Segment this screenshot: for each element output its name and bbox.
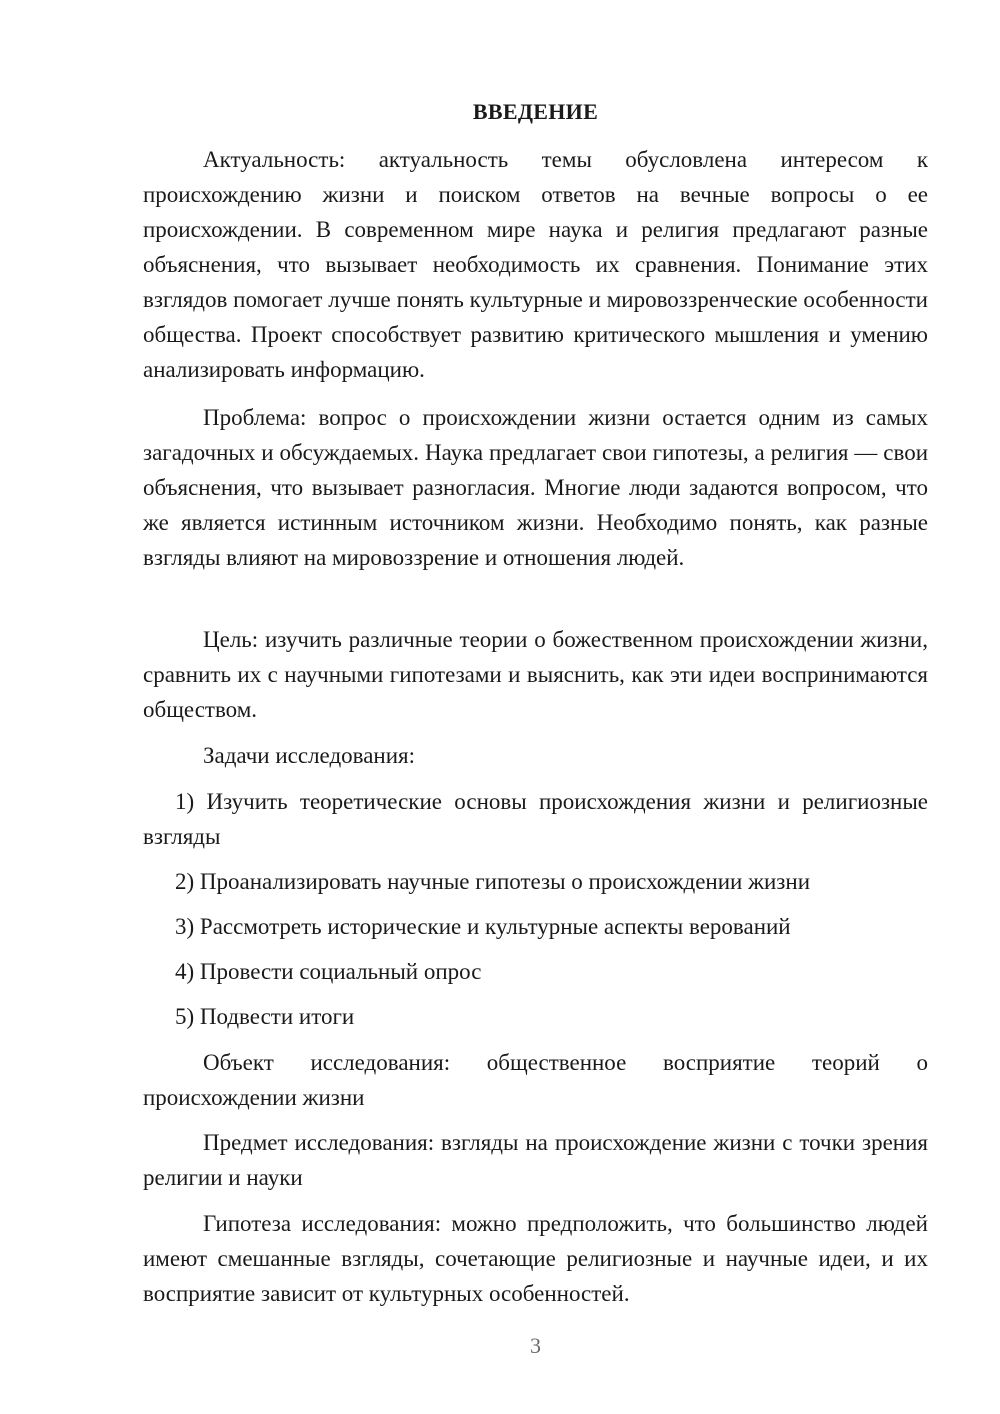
- task-item-2: 2) Проанализировать научные гипотезы о происхождении жизни: [175, 869, 811, 894]
- problem-paragraph: Проблема: вопрос о происхождении жизни остается одним из самых загадочных и обсуждаемых. Наука предлагает свои гипотезы, а религия — свои объяснения, что вызывает разногласия. Многие люди задаются вопросом, что же является истинным источником жизни. Необходимо понять, как разные взгляды влияют на мировоззрение и отношения людей.: [143, 405, 928, 570]
- task-item-4: 4) Провести социальный опрос: [175, 959, 482, 984]
- object-paragraph: Объект исследования: общественное восприятие теорий о происхождении жизни: [143, 1050, 928, 1110]
- page-number: 3: [530, 1333, 541, 1358]
- task-item-5: 5) Подвести итоги: [175, 1004, 355, 1029]
- goal-paragraph: Цель: изучить различные теории о божественном происхождении жизни, сравнить их с научными гипотезами и выяснить, как эти идеи воспринимаются обществом.: [143, 627, 928, 722]
- subject-paragraph: Предмет исследования: взгляды на происхождение жизни с точки зрения религии и науки: [143, 1130, 928, 1190]
- relevance-paragraph: Актуальность: актуальность темы обусловлена интересом к происхождению жизни и поиском ответов на вечные вопросы о ее происхождении. В современном мире наука и религия предлагают разные объяснения, что вызывает необходимость их сравнения. Понимание этих взглядов помогает лучше понять культурные и мировоззренческие особенности общества. Проект способствует развитию критического мышления и умению анализировать информацию.: [143, 147, 928, 382]
- task-item-1: 1) Изучить теоретические основы происхождения жизни и религиозные взгляды: [143, 789, 928, 849]
- hypothesis-paragraph: Гипотеза исследования: можно предположить, что большинство людей имеют смешанные взгляды, сочетающие религиозные и научные идеи, и их восприятие зависит от культурных особенностей.: [143, 1211, 928, 1306]
- task-item-3: 3) Рассмотреть исторические и культурные аспекты верований: [175, 914, 791, 939]
- page-title: ВВЕДЕНИЕ: [472, 99, 599, 124]
- tasks-heading: Задачи исследования:: [203, 743, 416, 768]
